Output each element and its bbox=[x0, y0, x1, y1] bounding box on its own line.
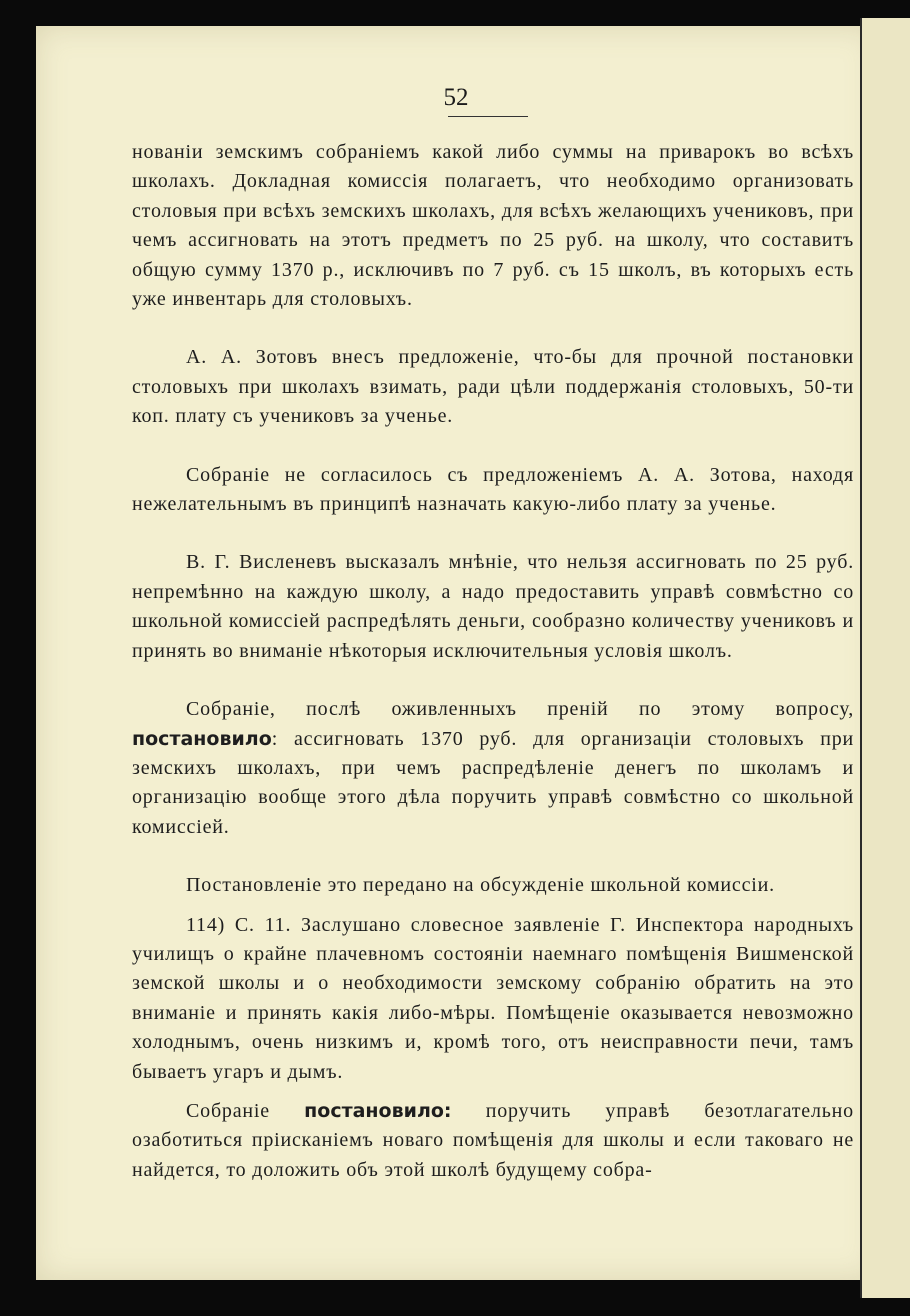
adjacent-page-edge bbox=[860, 18, 910, 1298]
paragraph-3: Собраніе не согласилось съ предложеніемъ А. А. Зотова, находя нежелательнымъ въ принципѣ назначать какую-либо плату за ученье. bbox=[132, 463, 854, 516]
paragraph-5-lead: Собраніе, послѣ оживленныхъ преній по этому вопросу, bbox=[186, 698, 854, 721]
resolution-keyword: постановило bbox=[132, 727, 272, 750]
paragraph-8-rest: поручить управѣ безотлагательно озаботиться пріисканіемъ новаго помѣщенія для школы и если таковаго не найдется, то доложить объ этой школѣ будущему собра- bbox=[132, 1099, 854, 1181]
page-number-underline bbox=[448, 116, 528, 117]
paragraph-2: А. А. Зотовъ внесъ предложеніе, что-бы для прочной постановки столовыхъ при школахъ взимать, ради цѣли поддержанія столовыхъ, 50-ти коп. плату съ учениковъ за ученье. bbox=[132, 346, 854, 428]
paragraph-4: В. Г. Висленевъ высказалъ мнѣніе, что нельзя ассигновать по 25 руб. непремѣнно на каждую школу, а надо предоставить управѣ совмѣстно со школьной комиссіей распредѣлять деньги, сообразно количеству учениковъ и принять во вниманіе нѣкоторыя исключительныя условія школъ. bbox=[132, 551, 854, 662]
document-page bbox=[36, 26, 876, 1280]
body-text bbox=[132, 138, 854, 1185]
paragraph-5 bbox=[132, 695, 854, 842]
paragraph-8 bbox=[132, 1097, 854, 1185]
paragraph-7: 114) С. 11. Заслушано словесное заявленіе Г. Инспектора народныхъ училищъ о крайне плачевномъ состояніи наемнаго помѣщенія Вишменской земской школы и о необходимости земскому собранію обратить на это вниманіе и принять какія либо-мѣры. Помѣщеніе оказывается невозможно холоднымъ, очень низкимъ и, кромѣ того, отъ неисправности печи, тамъ бываетъ угаръ и дымъ. bbox=[132, 913, 854, 1083]
paragraph-8-lead: Собраніе bbox=[186, 1099, 270, 1122]
paragraph-6: Постановленіе это передано на обсужденіе школьной комиссіи. bbox=[186, 874, 775, 897]
paragraph-1: нованіи земскимъ собраніемъ какой либо суммы на приварокъ во всѣхъ школахъ. Докладная комиссія полагаетъ, что необходимо организовать столовыя при всѣхъ земскихъ школахъ, для всѣхъ желающихъ учениковъ, при чемъ ассигновать на этотъ предметъ по 25 руб. на школу, что составитъ общую сумму 1370 р., исключивъ по 7 руб. съ 15 школъ, въ которыхъ есть уже инвентарь для столовыхъ. bbox=[132, 141, 854, 311]
resolution-keyword-2: постановило: bbox=[304, 1099, 452, 1122]
page-number: 52 bbox=[443, 84, 469, 111]
paragraph-5-rest: : ассигновать 1370 руб. для организаціи столовыхъ при земскихъ школахъ, при чемъ распредѣленіе денегъ по школамъ и организацію вообще этого дѣла поручить управѣ совмѣстно со школьной комиссіей. bbox=[132, 727, 854, 838]
